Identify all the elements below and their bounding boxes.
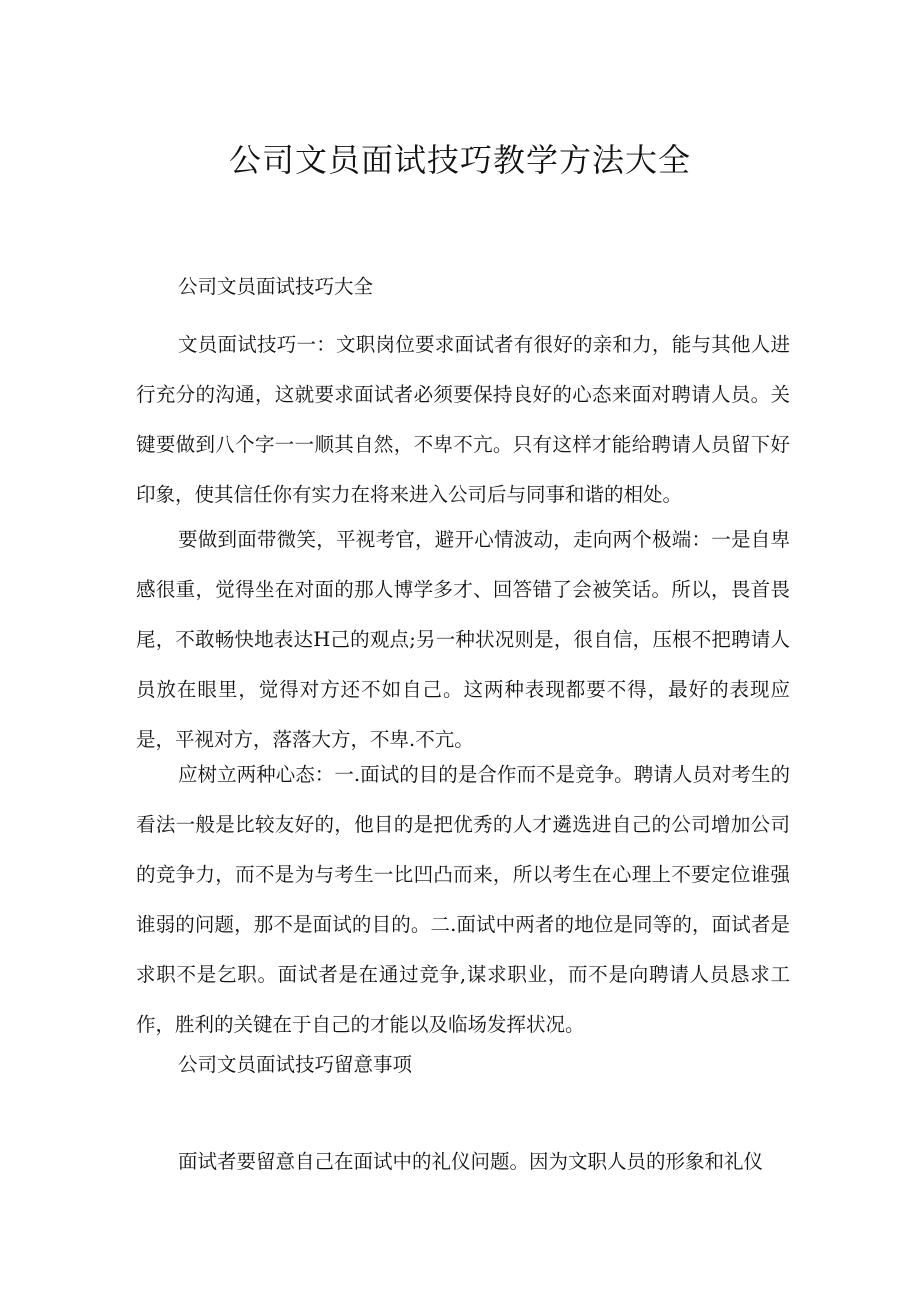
body-paragraph-3: 应树立两种心态：一.面试的目的是合作而不是竞争。聘请人员对考生的看法一般是比较友好的，他目的是把优秀的人才遴选进自己的公司增加公司的竞争力，而不是为与考生一比凹凸而来，所以考生在心理上不要定位谁强谁弱的问题，那不是面试的目的。二.面试中两者的地位是同等的，面试者是求职不是乞职。面试者是在通过竞争,谋求职业，而不是向聘请人员恳求工作，胜利的关键在于自己的才能以及临场发挥状况。 bbox=[136, 763, 790, 1036]
section-heading-notes: 公司文员面试技巧留意事项 bbox=[178, 1053, 413, 1076]
section-heading-tips: 公司文员面试技巧大全 bbox=[178, 275, 374, 298]
body-paragraph-1: 文员面试技巧一：文职岗位要求面试者有很好的亲和力，能与其他人进行充分的沟通，这就要求面试者必须要保持良好的心态来面对聘请人员。关键要做到八个字一一顺其自然，不卑不亢。只有这样才能给聘请人员留下好印象，使其信任你有实力在将来进入公司后与同事和谐的相处。 bbox=[136, 333, 790, 506]
body-paragraph-2: 要做到面带微笑，平视考官，避开心情波动，走向两个极端：一是自卑感很重，觉得坐在对面的那人博学多才、回答错了会被笑话。所以，畏首畏尾，不敢畅快地表达H己的观点;另一种状况则是，很自信，压根不把聘请人员放在眼里，觉得对方还不如自己。这两种表现都要不得，最好的表现应是，平视对方，落落大方，不卑.不亢。 bbox=[136, 528, 790, 751]
document-title: 公司文员面试技巧教学方法大全 bbox=[228, 141, 691, 179]
body-paragraph-4: 面试者要留意自己在面试中的礼仪问题。因为文职人员的形象和礼仪 bbox=[178, 1150, 764, 1173]
